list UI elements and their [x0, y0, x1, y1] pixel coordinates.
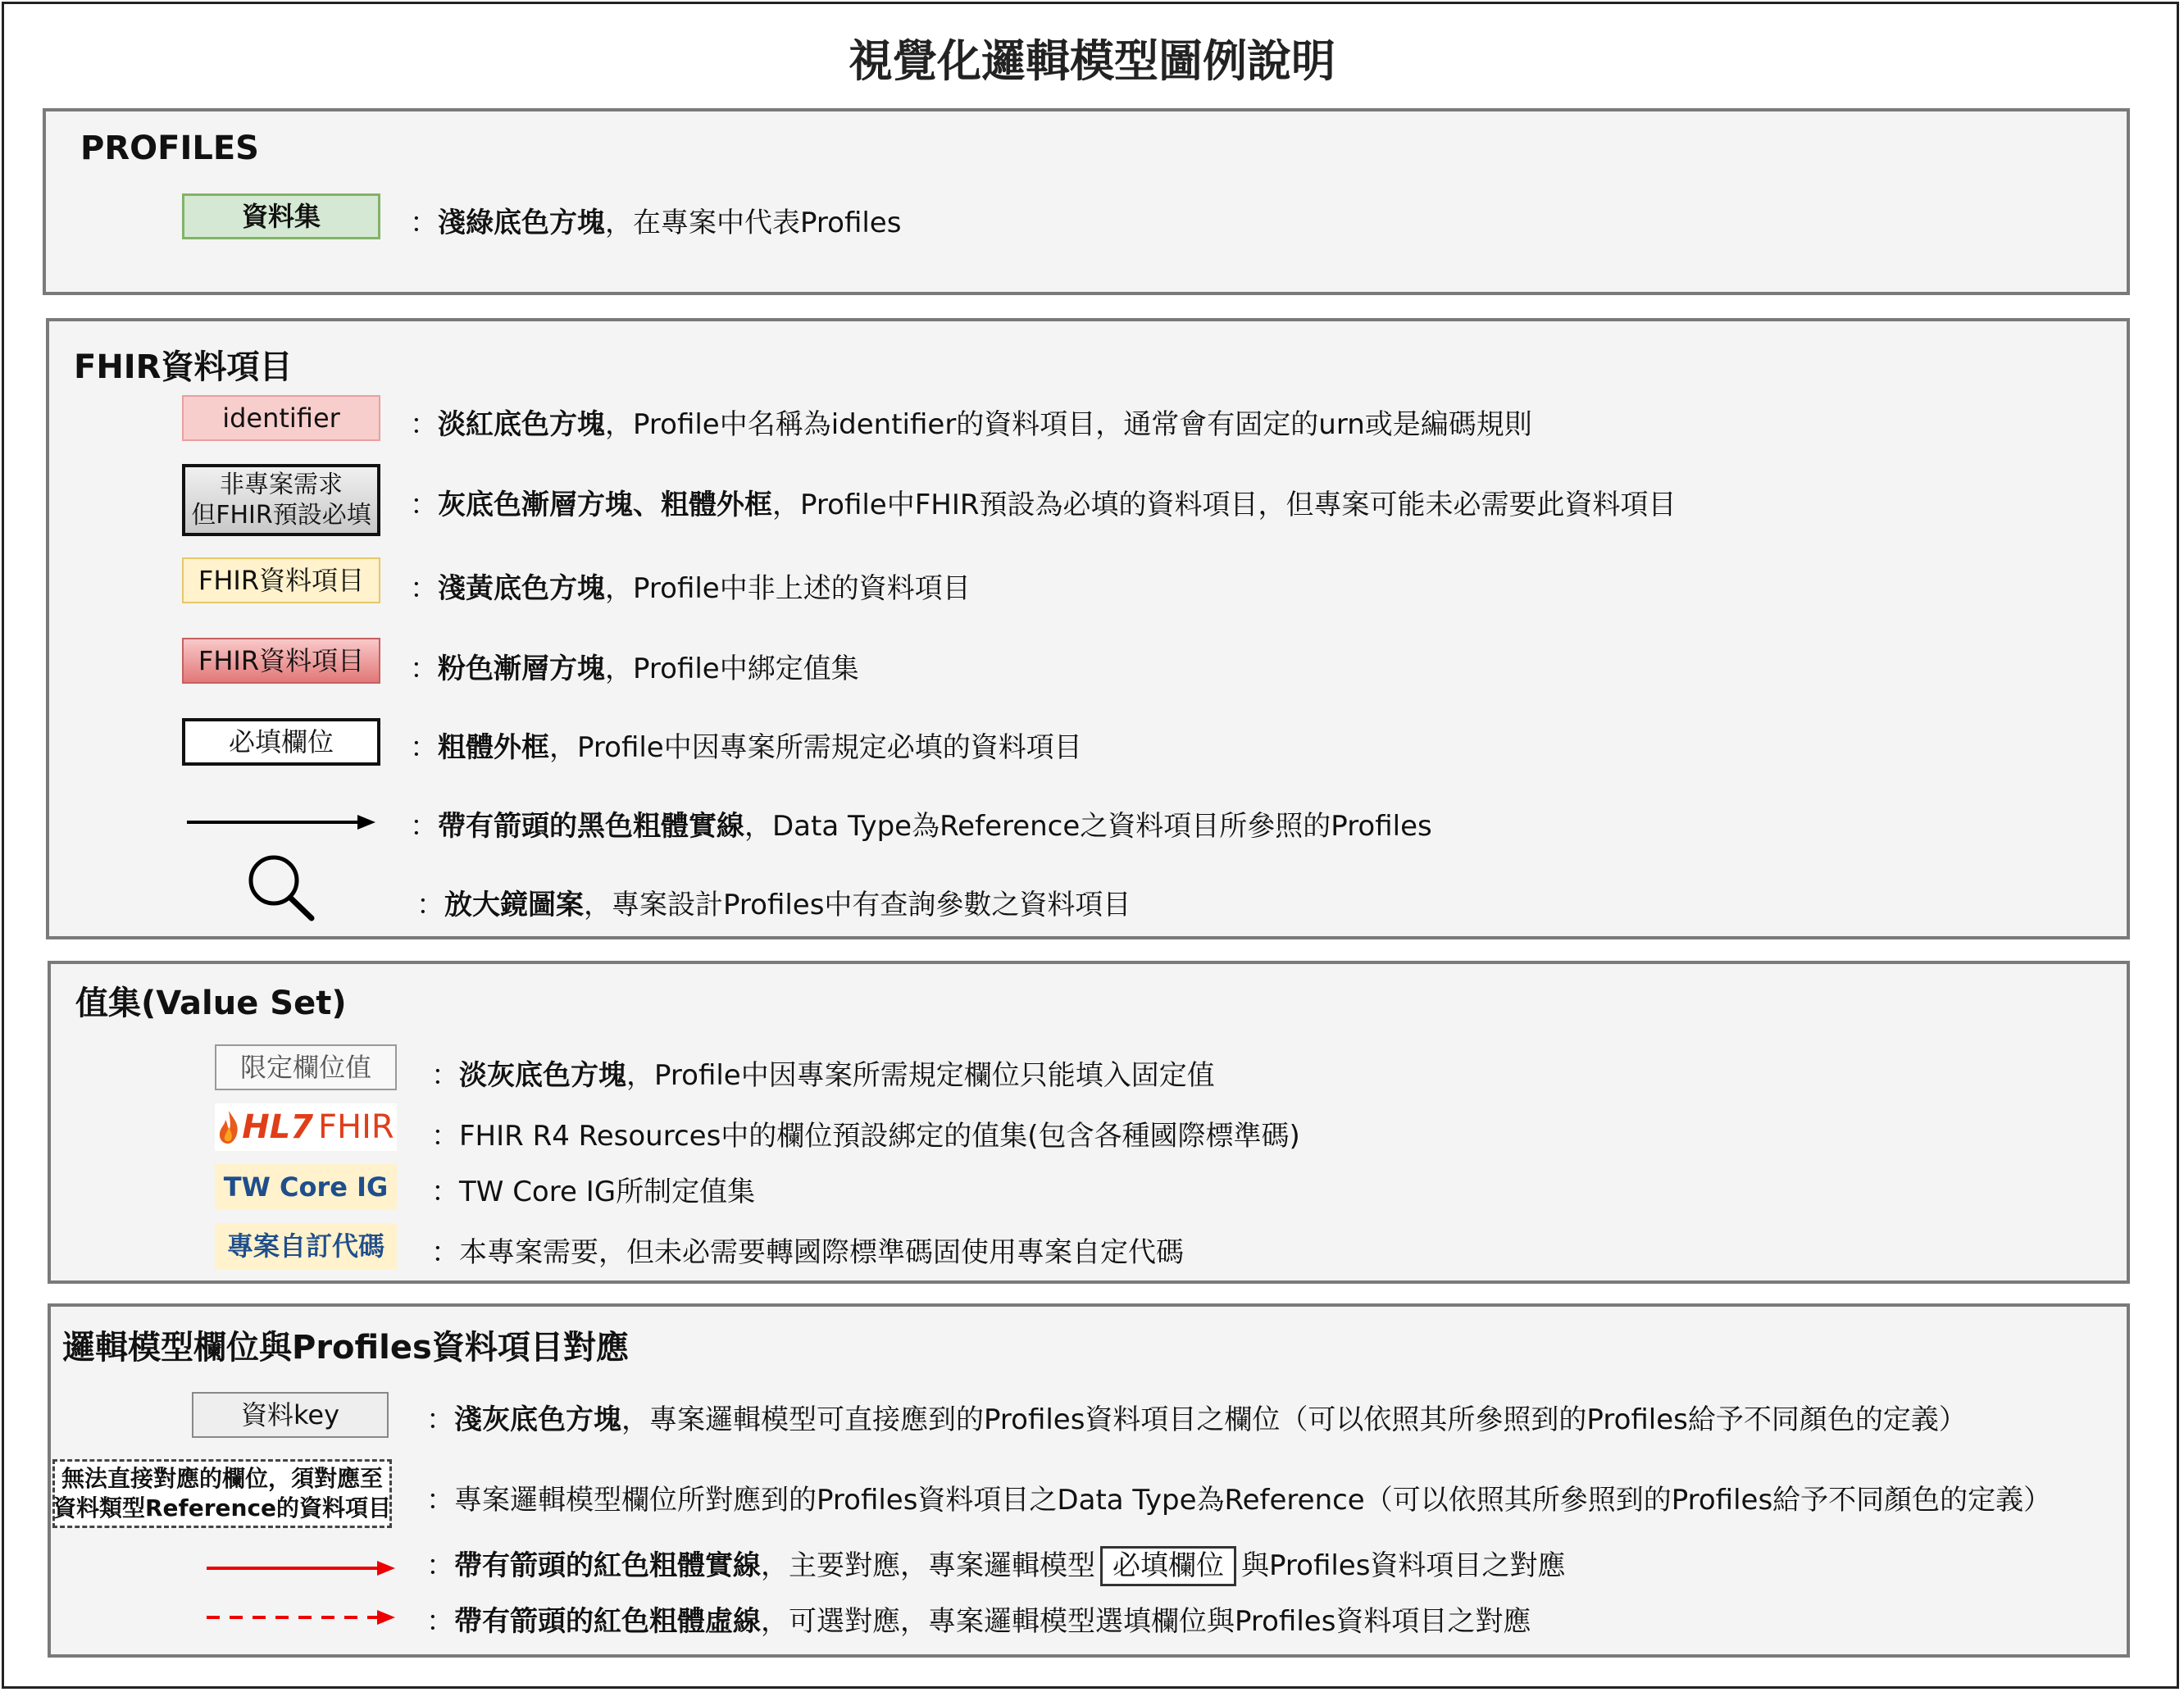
dataset-description: ：淺綠底色方塊，在專案中代表Profiles [410, 207, 902, 239]
fhir-logo-text: FHIR [318, 1108, 394, 1146]
fixed-value-symbol [215, 1044, 397, 1090]
fhir-item-pink-label: FHIR資料項目 [198, 644, 365, 676]
red-dashed-arrow [205, 1607, 402, 1628]
red-solid-arrow-description: ：帶有箭頭的紅色粗體實線，主要對應，專案邏輯模型 必填欄位 與Profiles資料項目之對應 [426, 1543, 1565, 1586]
fixed-value-label: 限定欄位值 [239, 1051, 371, 1083]
fhir-item-pink-symbol [182, 638, 380, 684]
red-dashed-arrow-description: ：帶有箭頭的紅色粗體虛線，可選對應，專案邏輯模型選填欄位與Profiles資料項目之對應 [426, 1605, 1531, 1638]
fhir-section-title: FHIR資料項目 [74, 348, 293, 386]
data-key-symbol [192, 1392, 389, 1438]
fhir-required-symbol-line1: 非專案需求 [220, 470, 343, 499]
mapping-section-title: 邏輯模型欄位與Profiles資料項目對應 [62, 1329, 629, 1367]
page-title: 視覺化邏輯模型圖例說明 [849, 35, 1335, 87]
fhir-item-pink-description: ：粉色漸層方塊，Profile中綁定值集 [410, 653, 859, 685]
reference-field-description: ：專案邏輯模型欄位所對應到的Profiles資料項目之Data Type為Reference（可以依照其所參照到的Profiles給予不同顏色的定義） [426, 1484, 2052, 1517]
dataset-symbol-label: 資料集 [241, 200, 321, 232]
tw-core-ig-symbol [215, 1164, 397, 1210]
hl7-fhir-description: ：FHIR R4 Resources中的欄位預設綁定的值集(包含各種國際標準碼) [431, 1120, 1300, 1153]
valueset-section-title: 值集(Value Set) [75, 985, 347, 1022]
fhir-item-yellow-label: FHIR資料項目 [198, 564, 365, 596]
fhir-required-symbol-line2: 但FHIR預設必填 [191, 501, 371, 530]
magnifier-icon [246, 853, 320, 921]
black-arrow-description: ：帶有箭頭的黑色粗體實線，Data Type為Reference之資料項目所參照的Profiles [410, 810, 1432, 843]
data-key-description: ：淺灰底色方塊，專案邏輯模型可直接應到的Profiles資料項目之欄位（可以依照其所參照到的Profiles給予不同顏色的定義） [426, 1403, 1967, 1436]
reference-field-symbol [52, 1459, 392, 1528]
required-field-description: ：粗體外框，Profile中因專案所需規定必填的資料項目 [410, 731, 1082, 764]
required-field-symbol [182, 718, 380, 766]
fhir-required-description: ：灰底色漸層方塊、粗體外框，Profile中FHIR預設為必填的資料項目，但專案可能未必需要此資料項目 [410, 489, 1677, 521]
dataset-symbol [182, 193, 380, 239]
data-key-label: 資料key [240, 1399, 340, 1430]
reference-field-line1: 無法直接對應的欄位，須對應至 [61, 1464, 383, 1492]
reference-field-line2: 資料類型Reference的資料項目 [52, 1494, 392, 1521]
required-field-label: 必填欄位 [228, 725, 334, 757]
identifier-symbol [182, 395, 380, 441]
fhir-item-yellow-symbol [182, 557, 380, 603]
identifier-description: ：淡紅底色方塊，Profile中名稱為identifier的資料項目，通常會有固定的urn或是編碼規則 [410, 408, 1532, 441]
tw-core-ig-label: TW Core IG [223, 1171, 389, 1203]
custom-code-label: 專案自訂代碼 [226, 1230, 384, 1262]
custom-code-symbol [215, 1223, 397, 1269]
flame-icon [217, 1109, 240, 1145]
magnifier-description: ：放大鏡圖案，專案設計Profiles中有查詢參數之資料項目 [416, 889, 1131, 921]
custom-code-description: ：本專案需要，但未必需要轉國際標準碼固使用專案自定代碼 [431, 1236, 1184, 1269]
fhir-required-symbol [182, 464, 380, 536]
inline-required-field-box: 必填欄位 [1100, 1546, 1236, 1586]
hl7-fhir-logo [215, 1103, 397, 1151]
fixed-value-description: ：淡灰底色方塊，Profile中因專案所需規定欄位只能填入固定值 [431, 1059, 1215, 1092]
fhir-item-yellow-description: ：淺黃底色方塊，Profile中非上述的資料項目 [410, 572, 971, 605]
profiles-section-title: PROFILES [80, 130, 259, 167]
identifier-symbol-label: identifier [222, 402, 340, 434]
hl7-logo-text: HL7 [242, 1108, 314, 1146]
tw-core-ig-description: ：TW Core IG所制定值集 [431, 1176, 756, 1208]
red-solid-arrow [205, 1558, 402, 1579]
black-reference-arrow [185, 812, 382, 833]
